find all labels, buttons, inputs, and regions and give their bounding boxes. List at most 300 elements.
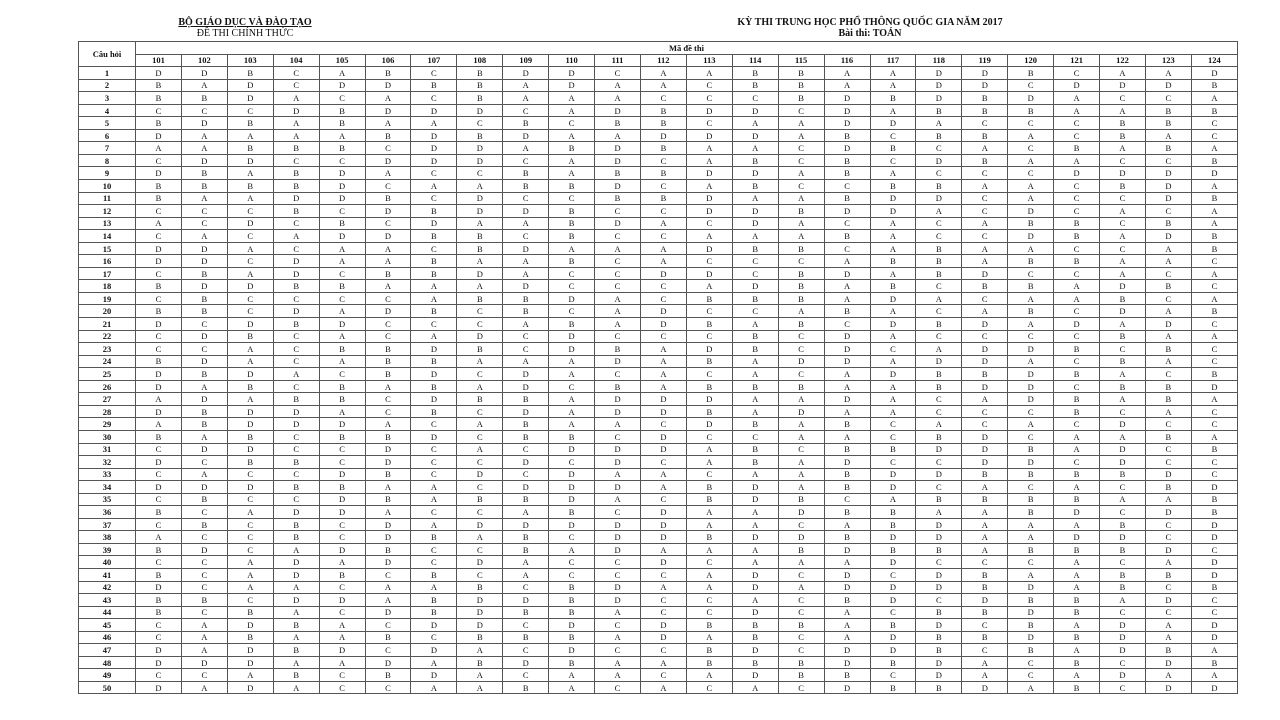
answer-cell: C (778, 594, 824, 607)
answer-cell: A (824, 619, 870, 632)
answer-cell: C (595, 330, 641, 343)
answer-cell: C (1008, 142, 1054, 155)
answer-cell: C (962, 418, 1008, 431)
answer-cell: D (962, 79, 1008, 92)
answer-cell: A (686, 154, 732, 167)
answer-cell: B (136, 79, 182, 92)
answer-cell: C (778, 606, 824, 619)
answer-cell: A (1008, 518, 1054, 531)
answer-cell: B (916, 129, 962, 142)
answer-cell: B (457, 242, 503, 255)
question-number: 21 (79, 318, 136, 331)
table-row (79, 355, 1238, 368)
answer-cell: B (640, 167, 686, 180)
answer-cell: C (732, 255, 778, 268)
answer-cell: A (1145, 129, 1191, 142)
answer-cell: A (778, 393, 824, 406)
answer-cell: D (136, 456, 182, 469)
answer-cell: B (1191, 242, 1237, 255)
answer-cell: A (319, 67, 365, 80)
answer-cell: B (595, 343, 641, 356)
answer-cell: A (962, 255, 1008, 268)
answer-cell: C (1145, 581, 1191, 594)
answer-cell: A (778, 129, 824, 142)
answer-cell: B (136, 355, 182, 368)
answer-cell: B (1100, 292, 1146, 305)
answer-cell: D (1191, 518, 1237, 531)
answer-cell: B (916, 368, 962, 381)
answer-cell: B (1008, 67, 1054, 80)
answer-cell: D (1100, 79, 1146, 92)
answer-cell: C (411, 318, 457, 331)
table-row (79, 619, 1238, 632)
answer-cell: B (227, 117, 273, 130)
answer-cell: D (1008, 456, 1054, 469)
answer-cell: D (273, 568, 319, 581)
answer-cell: D (457, 518, 503, 531)
answer-cell: A (732, 230, 778, 243)
answer-cell: B (273, 180, 319, 193)
answer-cell: D (595, 518, 641, 531)
answer-cell: D (503, 405, 549, 418)
answer-cell: C (778, 330, 824, 343)
answer-cell: C (1191, 456, 1237, 469)
answer-cell: B (411, 79, 457, 92)
answer-cell: D (136, 644, 182, 657)
answer-cell: B (916, 543, 962, 556)
answer-cell: B (365, 67, 411, 80)
answer-cell: D (686, 129, 732, 142)
answer-cell: C (365, 405, 411, 418)
answer-cell: C (640, 280, 686, 293)
answer-cell: C (1008, 556, 1054, 569)
answer-cell: C (457, 117, 503, 130)
answer-cell: A (1100, 255, 1146, 268)
answer-cell: B (916, 430, 962, 443)
answer-cell: C (916, 405, 962, 418)
table-row (79, 180, 1238, 193)
answer-cell: D (549, 644, 595, 657)
answer-cell: A (1008, 355, 1054, 368)
answer-cell: D (549, 493, 595, 506)
answer-cell: C (595, 556, 641, 569)
answer-cell: B (319, 280, 365, 293)
answer-cell: D (319, 180, 365, 193)
answer-cell: C (778, 368, 824, 381)
answer-cell: B (778, 67, 824, 80)
answer-cell: B (1008, 217, 1054, 230)
answer-cell: B (365, 368, 411, 381)
answer-cell: C (1145, 154, 1191, 167)
exam-code-cell: 108 (457, 54, 503, 67)
answer-cell: A (778, 305, 824, 318)
answer-cell: A (319, 405, 365, 418)
exam-code-cell: 101 (136, 54, 182, 67)
answer-cell: A (686, 230, 732, 243)
answer-cell: A (503, 217, 549, 230)
answer-cell: B (1008, 468, 1054, 481)
answer-cell: D (503, 205, 549, 218)
answer-cell: D (962, 355, 1008, 368)
answer-cell: C (1145, 531, 1191, 544)
question-number: 8 (79, 154, 136, 167)
answer-cell: C (503, 343, 549, 356)
answer-cell: D (365, 443, 411, 456)
answer-cell: B (686, 481, 732, 494)
answer-cell: B (824, 167, 870, 180)
answer-cell: A (273, 117, 319, 130)
answer-cell: D (365, 230, 411, 243)
answer-cell: C (227, 594, 273, 607)
answer-cell: C (319, 581, 365, 594)
answer-cell: B (916, 606, 962, 619)
answer-cell: A (1008, 154, 1054, 167)
answer-cell: C (640, 92, 686, 105)
answer-cell: D (870, 481, 916, 494)
answer-cell: D (1191, 619, 1237, 632)
answer-cell: D (319, 543, 365, 556)
answer-cell: A (503, 79, 549, 92)
answer-cell: A (411, 493, 457, 506)
answer-cell: A (824, 631, 870, 644)
answer-cell: D (1145, 506, 1191, 519)
answer-cell: D (549, 292, 595, 305)
answer-cell: C (181, 205, 227, 218)
answer-cell: A (549, 167, 595, 180)
answer-cell: D (1191, 681, 1237, 694)
table-row (79, 656, 1238, 669)
table-row (79, 154, 1238, 167)
answer-cell: D (273, 104, 319, 117)
answer-cell: B (778, 292, 824, 305)
answer-cell: A (411, 656, 457, 669)
answer-cell: A (457, 280, 503, 293)
answer-cell: C (549, 456, 595, 469)
answer-cell: C (365, 568, 411, 581)
answer-cell: C (273, 154, 319, 167)
answer-cell: D (1191, 556, 1237, 569)
answer-cell: D (273, 267, 319, 280)
answer-cell: A (227, 506, 273, 519)
answer-cell: C (181, 104, 227, 117)
answer-cell: C (457, 481, 503, 494)
answer-cell: D (1100, 619, 1146, 632)
answer-cell: C (181, 506, 227, 519)
answer-cell: B (319, 217, 365, 230)
answer-cell: C (319, 681, 365, 694)
answer-cell: B (503, 531, 549, 544)
answer-cell: A (686, 456, 732, 469)
answer-cell: C (1054, 129, 1100, 142)
answer-cell: A (1054, 669, 1100, 682)
answer-cell: A (1145, 493, 1191, 506)
answer-cell: B (503, 180, 549, 193)
answer-cell: A (181, 79, 227, 92)
answer-cell: D (916, 468, 962, 481)
answer-cell: B (870, 180, 916, 193)
answer-cell: B (916, 644, 962, 657)
answer-cell: D (1145, 167, 1191, 180)
answer-cell: C (136, 154, 182, 167)
answer-cell: B (227, 180, 273, 193)
question-number: 30 (79, 430, 136, 443)
answer-cell: B (319, 343, 365, 356)
answer-cell: A (503, 355, 549, 368)
answer-cell: C (870, 418, 916, 431)
answer-cell: B (181, 292, 227, 305)
answer-cell: D (411, 644, 457, 657)
answer-cell: D (411, 669, 457, 682)
answer-cell: B (962, 280, 1008, 293)
answer-cell: C (686, 92, 732, 105)
answer-cell: C (227, 493, 273, 506)
answer-cell: B (319, 430, 365, 443)
table-row (79, 267, 1238, 280)
answer-cell: D (136, 405, 182, 418)
answer-cell: A (319, 129, 365, 142)
exam-code-cell: 113 (686, 54, 732, 67)
answer-cell: A (962, 242, 1008, 255)
answer-cell: C (870, 154, 916, 167)
answer-cell: B (916, 267, 962, 280)
answer-cell: D (549, 619, 595, 632)
answer-cell: B (824, 418, 870, 431)
table-row (79, 393, 1238, 406)
answer-cell: D (503, 67, 549, 80)
answer-cell: A (319, 656, 365, 669)
answer-cell: C (319, 205, 365, 218)
answer-cell: A (549, 92, 595, 105)
answer-cell: A (870, 393, 916, 406)
answer-cell: C (1008, 267, 1054, 280)
answer-cell: A (732, 368, 778, 381)
answer-cell: A (457, 443, 503, 456)
answer-cell: B (503, 305, 549, 318)
answer-cell: A (732, 506, 778, 519)
answer-cell: B (411, 531, 457, 544)
answer-cell: C (640, 456, 686, 469)
question-number: 31 (79, 443, 136, 456)
table-row (79, 79, 1238, 92)
answer-cell: D (1008, 343, 1054, 356)
answer-cell: C (640, 644, 686, 657)
answer-cell: C (319, 669, 365, 682)
answer-cell: D (824, 205, 870, 218)
answer-cell: D (227, 644, 273, 657)
answer-cell: C (732, 267, 778, 280)
answer-cell: B (1054, 343, 1100, 356)
answer-cell: D (549, 79, 595, 92)
answer-cell: C (1100, 242, 1146, 255)
answer-cell: A (227, 556, 273, 569)
answer-cell: B (181, 493, 227, 506)
answer-cell: D (962, 681, 1008, 694)
answer-cell: D (457, 619, 503, 632)
answer-cell: A (319, 242, 365, 255)
answer-cell: C (503, 330, 549, 343)
answer-cell: B (732, 656, 778, 669)
answer-cell: A (549, 405, 595, 418)
answer-cell: B (1100, 568, 1146, 581)
answer-cell: D (686, 267, 732, 280)
answer-cell: B (1191, 192, 1237, 205)
answer-cell: C (1145, 606, 1191, 619)
answer-cell: D (824, 330, 870, 343)
answer-cell: D (732, 481, 778, 494)
question-number: 19 (79, 292, 136, 305)
answer-cell: A (181, 631, 227, 644)
answer-cell: D (273, 192, 319, 205)
answer-cell: D (457, 142, 503, 155)
answer-cell: B (319, 380, 365, 393)
answer-cell: C (640, 568, 686, 581)
answer-cell: B (273, 456, 319, 469)
answer-cell: D (1100, 631, 1146, 644)
answer-cell: C (870, 606, 916, 619)
answer-cell: B (1008, 255, 1054, 268)
answer-cell: A (181, 129, 227, 142)
answer-cell: B (549, 205, 595, 218)
answer-cell: A (1054, 92, 1100, 105)
answer-cell: D (136, 681, 182, 694)
answer-cell: B (1008, 280, 1054, 293)
answer-cell: D (640, 518, 686, 531)
answer-cell: B (732, 330, 778, 343)
answer-cell: C (916, 330, 962, 343)
answer-cell: D (411, 104, 457, 117)
answer-cell: C (1008, 330, 1054, 343)
answer-cell: A (732, 142, 778, 155)
answer-cell: B (503, 292, 549, 305)
answer-cell: C (640, 154, 686, 167)
answer-cell: A (732, 594, 778, 607)
answer-cell: B (503, 418, 549, 431)
answer-cell: A (549, 543, 595, 556)
answer-cell: C (640, 230, 686, 243)
answer-cell: A (870, 330, 916, 343)
answer-cell: C (457, 368, 503, 381)
answer-cell: D (916, 581, 962, 594)
answer-cell: A (181, 230, 227, 243)
answer-cell: D (411, 142, 457, 155)
question-number: 11 (79, 192, 136, 205)
answer-cell: A (732, 681, 778, 694)
ministry-title: BỘ GIÁO DỤC VÀ ĐÀO TẠO (178, 17, 312, 28)
answer-cell: B (1100, 180, 1146, 193)
question-number: 45 (79, 619, 136, 632)
answer-cell: B (181, 180, 227, 193)
answer-cell: C (273, 443, 319, 456)
question-number: 1 (79, 67, 136, 80)
answer-cell: B (870, 443, 916, 456)
answer-cell: D (870, 205, 916, 218)
answer-cell: A (824, 79, 870, 92)
answer-cell: B (916, 104, 962, 117)
question-number: 25 (79, 368, 136, 381)
answer-cell: B (824, 443, 870, 456)
answer-cell: C (136, 230, 182, 243)
answer-cell: D (1191, 67, 1237, 80)
answer-cell: A (1191, 142, 1237, 155)
answer-cell: B (778, 380, 824, 393)
answer-cell: C (732, 430, 778, 443)
answer-cell: C (319, 456, 365, 469)
answer-cell: D (549, 468, 595, 481)
answer-cell: A (1191, 644, 1237, 657)
answer-cell: D (824, 393, 870, 406)
answer-cell: A (1054, 644, 1100, 657)
answer-cell: D (824, 117, 870, 130)
answer-cell: B (549, 430, 595, 443)
answer-cell: D (870, 117, 916, 130)
answer-cell: B (136, 506, 182, 519)
answer-cell: A (1145, 255, 1191, 268)
answer-cell: A (962, 481, 1008, 494)
answer-cell: C (365, 217, 411, 230)
answer-cell: D (1145, 192, 1191, 205)
answer-cell: B (1054, 142, 1100, 155)
answer-cell: C (686, 368, 732, 381)
answer-cell: D (503, 656, 549, 669)
answer-cell: B (181, 418, 227, 431)
answer-cell: B (640, 117, 686, 130)
answer-cell: A (1008, 318, 1054, 331)
answer-cell: C (273, 468, 319, 481)
answer-cell: B (136, 543, 182, 556)
answer-cell: C (457, 543, 503, 556)
answer-cell: B (319, 142, 365, 155)
subject-label: Bài thi: TOÁN (838, 28, 902, 39)
answer-cell: C (273, 380, 319, 393)
question-number: 10 (79, 180, 136, 193)
answer-cell: B (136, 594, 182, 607)
answer-cell: D (503, 242, 549, 255)
answer-cell: D (870, 594, 916, 607)
answer-cell: B (1145, 430, 1191, 443)
answer-cell: B (1008, 594, 1054, 607)
answer-cell: A (411, 180, 457, 193)
answer-cell: D (640, 556, 686, 569)
answer-cell: D (365, 456, 411, 469)
answer-cell: B (962, 368, 1008, 381)
answer-cell: D (962, 267, 1008, 280)
answer-cell: A (273, 543, 319, 556)
answer-cell: D (640, 430, 686, 443)
answer-cell: C (136, 205, 182, 218)
answer-cell: B (1145, 343, 1191, 356)
question-number: 34 (79, 481, 136, 494)
table-row (79, 230, 1238, 243)
answer-cell: D (1191, 568, 1237, 581)
answer-cell: A (1054, 154, 1100, 167)
answer-cell: A (136, 531, 182, 544)
answer-cell: B (1145, 644, 1191, 657)
answer-cell: D (365, 518, 411, 531)
answer-cell: B (319, 104, 365, 117)
answer-cell: C (136, 556, 182, 569)
answer-cell: C (181, 456, 227, 469)
answer-cell: D (136, 255, 182, 268)
answer-cell: B (778, 318, 824, 331)
answer-cell: B (732, 343, 778, 356)
table-row (79, 543, 1238, 556)
answer-cell: C (686, 606, 732, 619)
answer-cell: B (1145, 393, 1191, 406)
answer-cell: C (916, 280, 962, 293)
answer-cell: D (870, 192, 916, 205)
exam-code-cell: 106 (365, 54, 411, 67)
answer-cell: C (273, 217, 319, 230)
